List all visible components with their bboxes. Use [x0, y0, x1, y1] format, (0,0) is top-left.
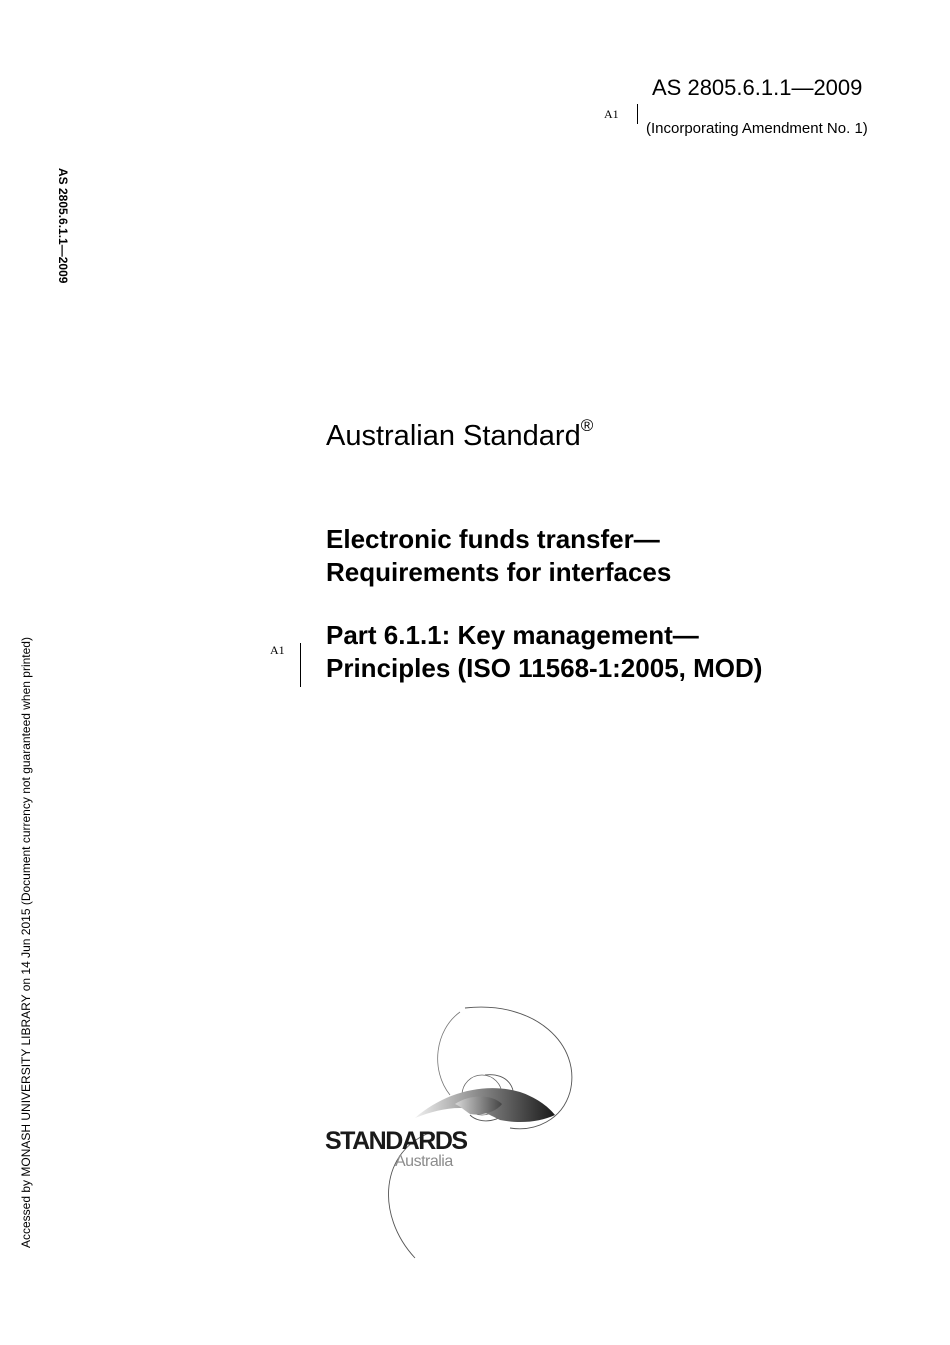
- standards-australia-logo-graphic: [320, 1000, 590, 1265]
- document-title-line-1: Electronic funds transfer—: [326, 524, 660, 554]
- spine-label: [54, 168, 72, 313]
- access-notice-text: Accessed by MONASH UNIVERSITY LIBRARY on 14 Jun 2015 (Document currency not guaranteed when printed): [19, 637, 33, 1248]
- logo-word-standards: STANDARDS: [325, 1127, 467, 1155]
- document-title-line-2: Requirements for interfaces: [326, 557, 672, 587]
- amendment-bar: [637, 104, 638, 124]
- logo-word-australia: Australia: [395, 1153, 453, 1170]
- part-amendment-marker: A1: [270, 643, 285, 657]
- spine-label-text: AS 2805.6.1.1—2009: [56, 168, 70, 284]
- logo-orbit-left: [438, 1012, 460, 1095]
- brand-title: [326, 418, 593, 454]
- brand-title-text: Australian Standard: [326, 420, 581, 452]
- document-title: [326, 523, 671, 589]
- registered-mark: ®: [580, 416, 594, 435]
- access-notice: [18, 598, 36, 1248]
- standards-australia-logo: [320, 1000, 590, 1265]
- part-title-line-1: Part 6.1.1: Key management—: [326, 620, 699, 650]
- part-title-line-2: Principles (ISO 11568-1:2005, MOD): [326, 653, 763, 683]
- amendment-marker: A1: [604, 107, 619, 121]
- part-amendment-bar: [300, 643, 301, 687]
- standard-number: AS 2805.6.1.1—2009: [652, 75, 863, 100]
- incorporating-amendment-note: (Incorporating Amendment No. 1): [646, 120, 868, 137]
- part-title: [326, 619, 762, 685]
